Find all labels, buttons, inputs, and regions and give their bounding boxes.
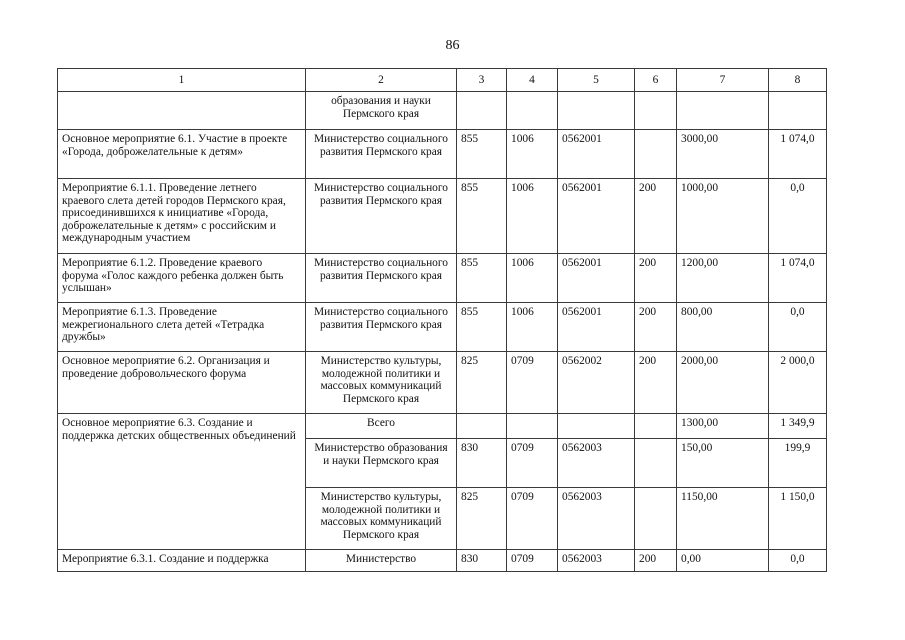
cell-measure-name: Основное мероприятие 6.1. Участие в проекте «Города, доброжелательные к детям»: [58, 130, 306, 179]
header-col-2: 2: [306, 69, 457, 92]
cell-measure-name: Основное мероприятие 6.3. Создание и поддержка детских общественных объединений: [58, 414, 306, 550]
cell-col-4: 1006: [507, 303, 558, 352]
header-col-6: 6: [635, 69, 677, 92]
cell-col-5: 0562003: [558, 488, 635, 550]
table-header-row: [58, 69, 827, 92]
cell-col-7: 1200,00: [677, 254, 769, 303]
table-row: [58, 303, 827, 352]
cell-col-5: [558, 414, 635, 439]
cell-measure-name: Мероприятие 6.1.2. Проведение краевого форума «Голос каждого ребенка должен быть услышан»: [58, 254, 306, 303]
cell-col-7: 1150,00: [677, 488, 769, 550]
cell-col-5: 0562003: [558, 550, 635, 572]
header-col-3: 3: [457, 69, 507, 92]
cell-measure-name: Мероприятие 6.3.1. Создание и поддержка: [58, 550, 306, 572]
cell-col-5: 0562002: [558, 352, 635, 414]
cell-col-7: 2000,00: [677, 352, 769, 414]
cell-department: Министерство социального развития Пермского края: [306, 179, 457, 254]
cell-col-3: [457, 92, 507, 130]
cell-col-6: [635, 92, 677, 130]
cell-department: Министерство: [306, 550, 457, 572]
cell-col-8: 0,0: [769, 550, 827, 572]
cell-col-5: 0562003: [558, 439, 635, 488]
table-row: [58, 92, 827, 130]
cell-col-6: 200: [635, 303, 677, 352]
cell-department: Всего: [306, 414, 457, 439]
header-col-4: 4: [507, 69, 558, 92]
cell-col-7: 0,00: [677, 550, 769, 572]
cell-col-6: 200: [635, 352, 677, 414]
cell-col-7: 150,00: [677, 439, 769, 488]
table-row: [58, 130, 827, 179]
cell-col-3: 830: [457, 550, 507, 572]
page-number: 86: [445, 38, 460, 53]
cell-col-3: 855: [457, 303, 507, 352]
table-row: [58, 414, 827, 439]
cell-col-8: 0,0: [769, 303, 827, 352]
cell-col-4: [507, 92, 558, 130]
cell-col-8: 199,9: [769, 439, 827, 488]
cell-col-8: 1 349,9: [769, 414, 827, 439]
cell-col-6: [635, 414, 677, 439]
cell-col-7: 1300,00: [677, 414, 769, 439]
cell-col-4: 1006: [507, 130, 558, 179]
cell-col-4: 1006: [507, 254, 558, 303]
cell-col-3: 855: [457, 179, 507, 254]
cell-col-6: [635, 488, 677, 550]
header-col-5: 5: [558, 69, 635, 92]
cell-col-4: 1006: [507, 179, 558, 254]
budget-table: [57, 68, 827, 572]
cell-col-4: 0709: [507, 550, 558, 572]
cell-col-4: 0709: [507, 488, 558, 550]
cell-col-3: 830: [457, 439, 507, 488]
cell-col-6: 200: [635, 550, 677, 572]
cell-col-8: [769, 92, 827, 130]
cell-col-5: [558, 92, 635, 130]
cell-measure-name: [58, 92, 306, 130]
header-col-8: 8: [769, 69, 827, 92]
cell-department: Министерство культуры, молодежной политики и массовых коммуникаций Пермского края: [306, 352, 457, 414]
table-row: [58, 352, 827, 414]
cell-col-3: [457, 414, 507, 439]
table-row: [58, 550, 827, 572]
cell-department: Министерство социального развития Пермского края: [306, 303, 457, 352]
cell-department: Министерство культуры, молодежной политики и массовых коммуникаций Пермского края: [306, 488, 457, 550]
cell-department: Министерство социального развития Пермского края: [306, 254, 457, 303]
cell-col-3: 855: [457, 254, 507, 303]
cell-col-3: 855: [457, 130, 507, 179]
cell-col-7: 1000,00: [677, 179, 769, 254]
table-row: [58, 254, 827, 303]
cell-measure-name: Мероприятие 6.1.1. Проведение летнего краевого слета детей городов Пермского края, присоединившихся к инициативе «Города, доброжелательные к детям» с российским и международным участием: [58, 179, 306, 254]
cell-col-6: [635, 439, 677, 488]
cell-col-5: 0562001: [558, 179, 635, 254]
header-col-1: 1: [58, 69, 306, 92]
table-row: [58, 179, 827, 254]
cell-measure-name: Мероприятие 6.1.3. Проведение межрегионального слета детей «Тетрадка дружбы»: [58, 303, 306, 352]
cell-col-7: 3000,00: [677, 130, 769, 179]
cell-col-7: [677, 92, 769, 130]
cell-col-3: 825: [457, 488, 507, 550]
cell-measure-name: Основное мероприятие 6.2. Организация и проведение добровольческого форума: [58, 352, 306, 414]
cell-col-8: 0,0: [769, 179, 827, 254]
cell-col-4: 0709: [507, 439, 558, 488]
cell-col-8: 1 150,0: [769, 488, 827, 550]
cell-col-7: 800,00: [677, 303, 769, 352]
cell-col-8: 2 000,0: [769, 352, 827, 414]
cell-col-6: [635, 130, 677, 179]
cell-col-5: 0562001: [558, 254, 635, 303]
cell-department: Министерство социального развития Пермского края: [306, 130, 457, 179]
header-col-7: 7: [677, 69, 769, 92]
cell-col-8: 1 074,0: [769, 254, 827, 303]
cell-department: Министерство образования и науки Пермского края: [306, 439, 457, 488]
cell-col-4: [507, 414, 558, 439]
cell-col-8: 1 074,0: [769, 130, 827, 179]
cell-col-5: 0562001: [558, 130, 635, 179]
cell-col-4: 0709: [507, 352, 558, 414]
cell-col-6: 200: [635, 179, 677, 254]
cell-col-5: 0562001: [558, 303, 635, 352]
cell-department: образования и науки Пермского края: [306, 92, 457, 130]
cell-col-6: 200: [635, 254, 677, 303]
cell-col-3: 825: [457, 352, 507, 414]
